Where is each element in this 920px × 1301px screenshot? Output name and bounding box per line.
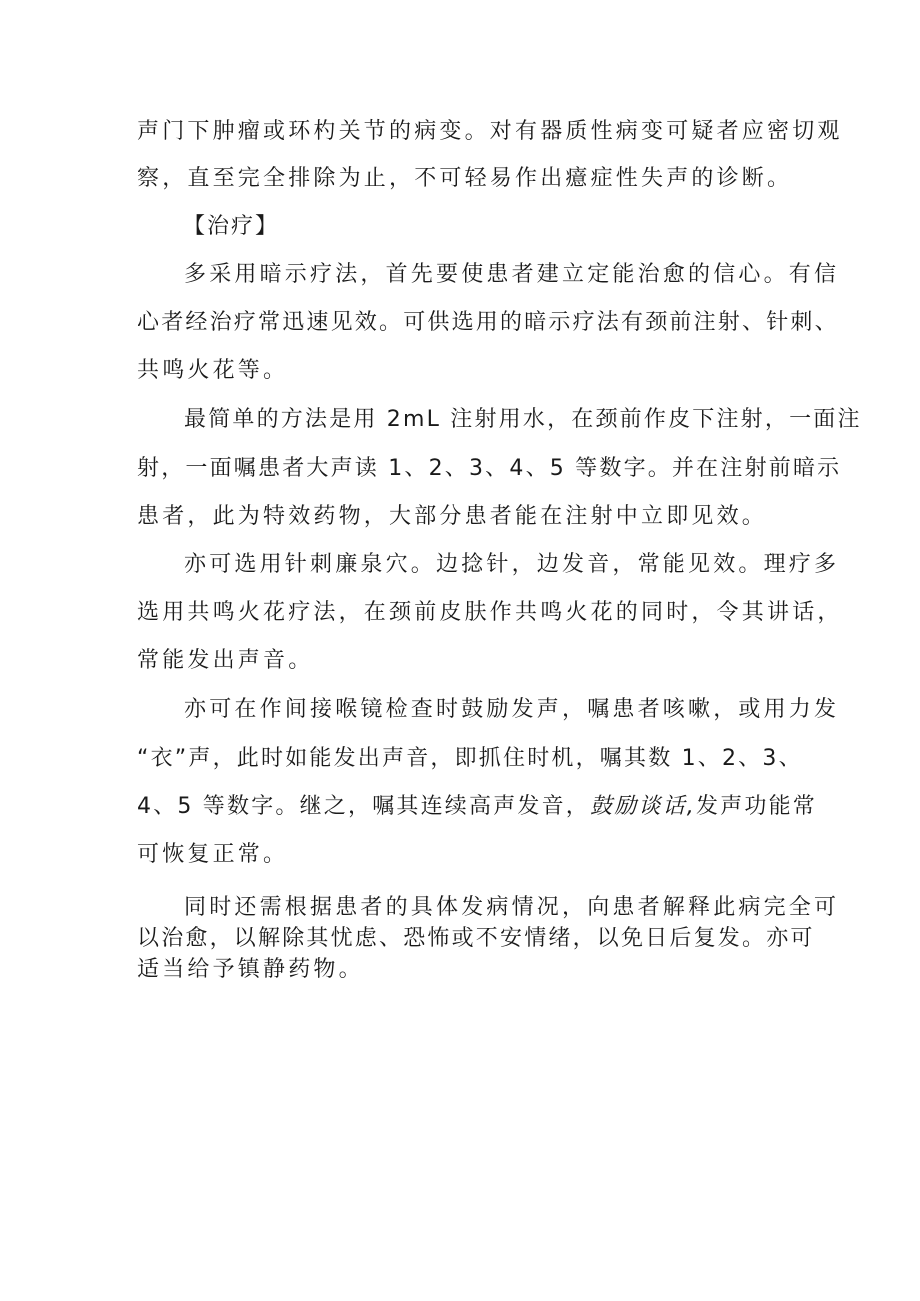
paragraph-5-line-2: “衣”声，此时如能发出声音，即抓住时机，嘱其数 1、2、3、 [137, 746, 803, 771]
paragraph-6-line-3: 适当给予镇静药物。 [137, 957, 364, 982]
paragraph-4-line-2: 选用共鸣火花疗法，在颈前皮肤作共鸣火花的同时，令其讲话， [137, 600, 843, 625]
paragraph-1-line-1: 声门下肿瘤或环杓关节的病变。对有器质性病变可疑者应密切观 [137, 119, 843, 144]
paragraph-6-line-1: 同时还需根据患者的具体发病情况，向患者解释此病完全可 [184, 895, 840, 920]
paragraph-6-line-2: 以治愈，以解除其忧虑、恐怖或不安情绪，以免日后复发。亦可 [137, 926, 815, 951]
paragraph-2-line-1: 多采用暗示疗法，首先要使患者建立定能治愈的信心。有信 [184, 262, 840, 287]
paragraph-3-line-3: 患者，此为特效药物，大部分患者能在注射中立即见效。 [137, 504, 768, 529]
paragraph-4-line-1: 亦可选用针刺廉泉穴。边捻针，边发音，常能见效。理疗多 [184, 552, 840, 577]
paragraph-2-line-2: 心者经治疗常迅速见效。可供选用的暗示疗法有颈前注射、针刺、 [137, 310, 839, 335]
paragraph-1-line-2: 察，直至完全排除为止，不可轻易作出癔症性失声的诊断。 [137, 166, 793, 191]
paragraph-5-line-1: 亦可在作间接喉镜检查时鼓励发声，嘱患者咳嗽，或用力发 [184, 697, 840, 722]
paragraph-5-line-3 [137, 792, 817, 822]
paragraph-5-line-3-tail: 发声功能常 [696, 794, 818, 819]
paragraph-4-line-3: 常能发出声音。 [137, 648, 314, 673]
paragraph-5-line-3-text: 4、5 等数字。继之，嘱其连续高声发音， [137, 794, 590, 819]
emphasized-phrase: 鼓励谈话, [590, 794, 696, 819]
paragraph-5-line-4: 可恢复正常。 [137, 842, 289, 867]
section-heading-treatment: 【治疗】 [183, 214, 280, 239]
paragraph-3-line-1: 最简单的方法是用 2mL 注射用水，在颈前作皮下注射，一面注 [184, 407, 862, 432]
paragraph-2-line-3: 共鸣火花等。 [137, 358, 289, 383]
paragraph-3-line-2: 射，一面嘱患者大声读 1、2、3、4、5 等数字。并在注射前暗示 [137, 456, 842, 481]
